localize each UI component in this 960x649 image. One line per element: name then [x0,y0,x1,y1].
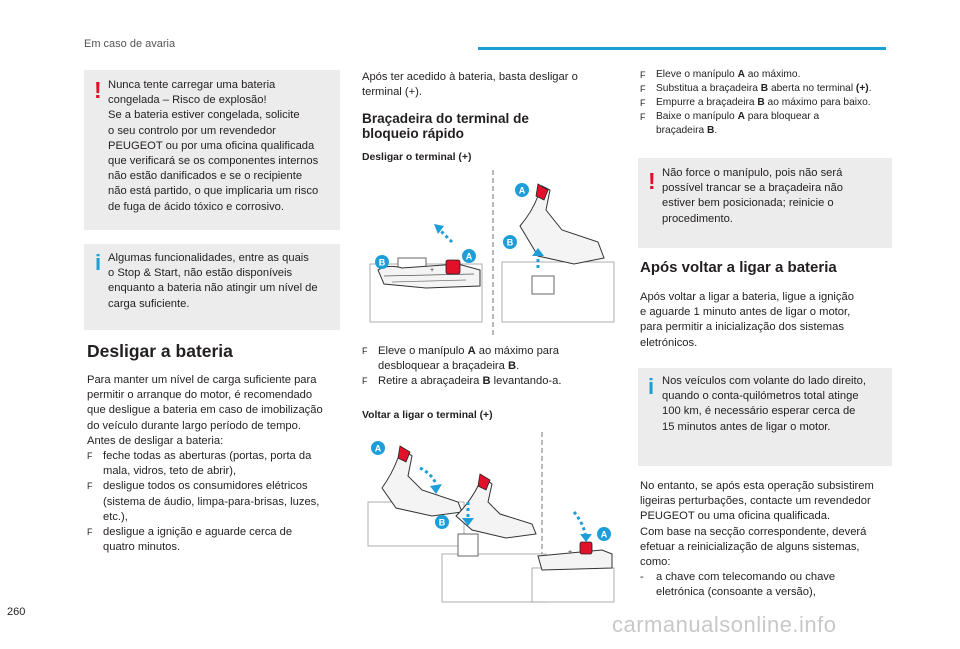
subheading-reconnect-terminal: Voltar a ligar o terminal (+) [362,410,493,421]
after-reconnect-paragraph-2: No entanto, se após esta operação subsistirem ligeiras perturbações, contacte um revendedor PEUGEOT ou uma oficina qualificada. Com base na secção correspondente, deverá efetuar a reinicialização de alguns sistemas, como: [640,480,874,569]
col2-intro: Após ter acedido à bateria, basta desligar o terminal (+). [362,71,578,99]
section-heading-clamp: Braçadeira do terminal de bloqueio rápido [362,111,529,141]
label-b: B [438,517,446,528]
watermark: carmanualsonline.info [612,612,837,637]
plus-sign: + [568,549,573,556]
list-item: F Empurre a braçadeira B ao máximo para baixo. [640,97,871,108]
list-item: F Retire a abraçadeira B levantando-a. [362,374,622,389]
after-reconnect-paragraph: Após voltar a ligar a bateria, ligue a ignição e aguarde 1 minuto antes de ligar o motor, para permitir a inicialização dos sistemas eletrónicos. [640,291,854,349]
list-item: F Eleve o manípulo A ao máximo para desbloquear a braçadeira B. [362,345,559,373]
info-icon: i [95,250,102,275]
bullet-icon: F [640,84,646,94]
bullet-icon: F [87,451,93,461]
info-text: Algumas funcionalidades, entre as quais o Stop & Start, não estão disponíveis enquanto a bateria não atingir um nível de carga suficiente. [108,252,318,310]
header-rule [478,47,886,50]
label-a: A [374,443,382,454]
bullet-icon: F [640,98,646,108]
disconnect-bullet-list [87,449,342,555]
illustration-reconnect-clamp [362,430,624,604]
warning-box-force [638,158,892,248]
reconnect-steps-list [640,68,896,138]
list-item: F Baixe o manípulo A para bloquear a braçadeira B. [640,111,820,136]
section-heading-disconnect: Desligar a bateria [87,341,233,361]
warning-text: Nunca tente carregar uma bateria congelada – Risco de explosão! Se a bateria estiver congelada, solicite o seu controlo por um revendedor PEUGEOT ou por uma oficina qualificada que verificará se os componentes internos não estão danificados e se o recipiente não está partido, o que implicaria um risco de fuga de ácido tóxico e corrosivo. [108,79,319,213]
info-rhd-text: Nos veículos com volante do lado direito, quando o conta-quilómetros total atinge 100 km, é necessário esperar cerca de 15 minutos antes de ligar o motor. [662,375,866,433]
bullet-icon: F [362,346,368,356]
info-box-rhd [638,368,892,466]
warning-force-text: Não force o manípulo, pois não será possível trancar se a braçadeira não estiver bem posicionada; reinicie o procedimento. [662,167,843,225]
label-a: A [465,251,473,262]
warning-icon: ! [94,77,102,103]
illustration-disconnect-clamp [362,166,624,342]
bullet-icon: F [87,481,93,492]
bullet-icon: F [640,70,646,80]
bullet-icon: F [640,112,646,122]
label-b: B [506,237,514,248]
section-header: Em caso de avaria [84,38,176,50]
info-icon: i [648,374,655,399]
page-number: 260 [7,606,26,618]
label-a: A [600,529,608,540]
info-box [84,244,340,330]
section-heading-after-reconnect: Após voltar a ligar a bateria [640,259,837,276]
dash-marker: - [640,571,644,583]
list-item: F feche todas as aberturas (portas, porta da mala, vidros, teto de abrir), [87,450,312,478]
list-item: F desligue todos os consumidores elétricos (sistema de áudio, limpa-para-brisas, luzes, etc.), [87,480,320,523]
plus-sign: + [430,267,435,274]
warning-icon: ! [648,168,656,194]
disconnect-paragraph: Para manter um nível de carga suficiente para permitir o arranque do motor, é recomendado que desligue a bateria em caso de imobilização do veículo durante largo período de tempo. Antes de desligar a bateria: [87,374,323,447]
bullet-icon: F [87,527,93,538]
list-item: - a chave com telecomando ou chave eletrónica (consoante a versão), [640,571,836,599]
list-item: F Substitua a braçadeira B aberta no terminal (+). [640,83,872,94]
label-b: B [378,257,386,268]
label-a: A [518,185,526,196]
disconnect-steps-list [362,344,622,390]
list-item: F Eleve o manípulo A ao máximo. [640,69,801,80]
subheading-disconnect-terminal: Desligar o terminal (+) [362,152,472,163]
list-item: F desligue a ignição e aguarde cerca de quatro minutos. [87,526,293,554]
warning-box [84,70,340,230]
bullet-icon: F [362,376,368,387]
systems-dash-list [640,570,896,600]
